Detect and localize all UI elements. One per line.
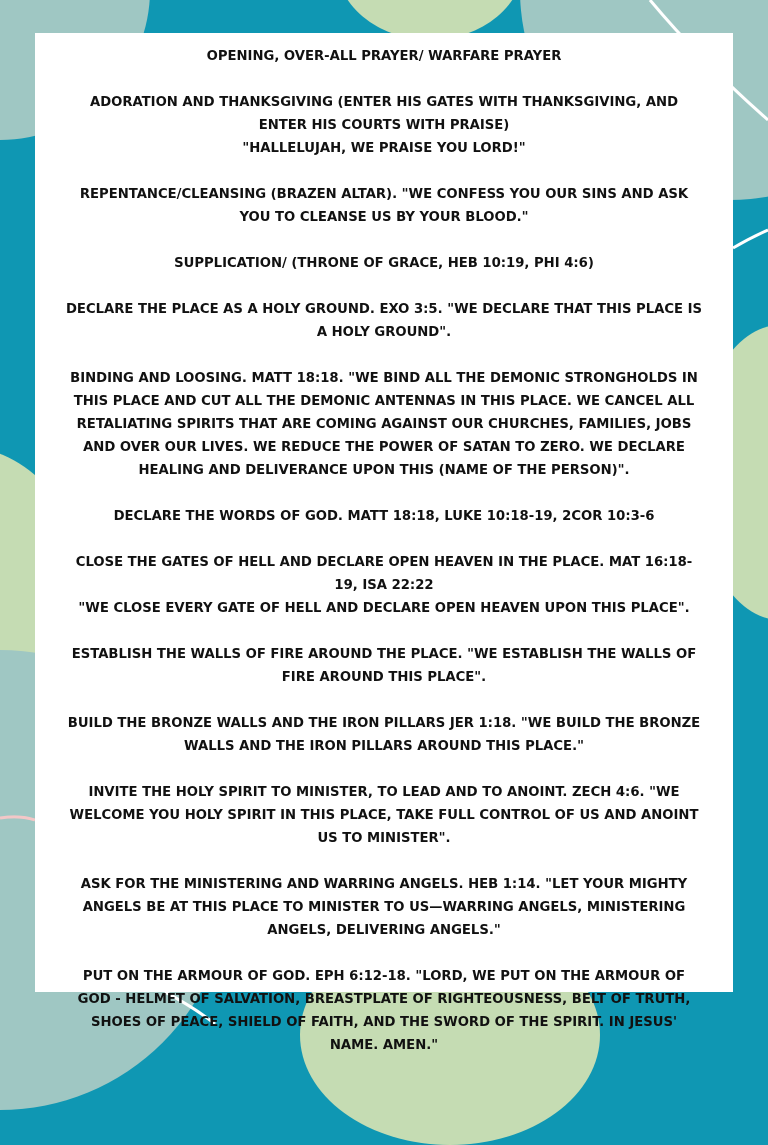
prayer-line: ESTABLISH THE WALLS OF FIRE AROUND THE PLACE. "WE ESTABLISH THE WALLS OF FIRE AROUND THIS PLACE". <box>71 647 697 685</box>
prayer-section <box>65 965 703 1057</box>
prayer-line: ADORATION AND THANKSGIVING (ENTER HIS GATES WITH THANKSGIVING, AND ENTER HIS COURTS WITH PRAISE) <box>89 95 679 133</box>
prayer-section <box>65 781 703 850</box>
prayer-section <box>65 873 703 942</box>
prayer-section <box>65 367 703 482</box>
prayer-line: ASK FOR THE MINISTERING AND WARRING ANGELS. HEB 1:14. "LET YOUR MIGHTY ANGELS BE AT THIS PLACE TO MINISTER TO US—WARRING ANGELS, MINISTERING ANGELS, DELIVERING ANGELS." <box>80 877 688 938</box>
prayer-section <box>65 45 703 68</box>
prayer-line: CLOSE THE GATES OF HELL AND DECLARE OPEN HEAVEN IN THE PLACE. MAT 16:18-19, ISA 22:22 <box>75 555 693 593</box>
prayer-line: DECLARE THE WORDS OF GOD. MATT 18:18, LUKE 10:18-19, 2COR 10:3-6 <box>113 509 655 524</box>
prayer-section <box>65 505 703 528</box>
prayer-line: SUPPLICATION/ (THRONE OF GRACE, HEB 10:19, PHI 4:6) <box>174 256 594 271</box>
prayer-line: "HALLELUJAH, WE PRAISE YOU LORD!" <box>242 141 526 156</box>
prayer-line: BUILD THE BRONZE WALLS AND THE IRON PILLARS JER 1:18. "WE BUILD THE BRONZE WALLS AND THE IRON PILLARS AROUND THIS PLACE." <box>67 716 701 754</box>
prayer-line: REPENTANCE/CLEANSING (BRAZEN ALTAR). "WE CONFESS YOU OUR SINS AND ASK YOU TO CLEANSE US BY YOUR BLOOD." <box>79 187 689 225</box>
prayer-section <box>65 712 703 758</box>
prayer-section <box>65 252 703 275</box>
prayer-line: BINDING AND LOOSING. MATT 18:18. "WE BIND ALL THE DEMONIC STRONGHOLDS IN THIS PLACE AND CUT ALL THE DEMONIC ANTENNAS IN THIS PLACE. WE CANCEL ALL RETALIATING SPIRITS THAT ARE COMING AGAINST OUR CHURCHES, FAMILIES, JOBS AND OVER OUR LIVES. WE REDUCE THE POWER OF SATAN TO ZERO. WE DECLARE HEALING AND DELIVERANCE UPON THIS (NAME OF THE PERSON)". <box>70 371 698 478</box>
prayer-section <box>65 183 703 229</box>
prayer-card <box>35 33 733 1053</box>
prayer-section <box>65 91 703 160</box>
prayer-line: DECLARE THE PLACE AS A HOLY GROUND. EXO 3:5. "WE DECLARE THAT THIS PLACE IS A HOLY GROUND". <box>65 302 703 340</box>
prayer-section <box>65 643 703 689</box>
prayer-line: "WE CLOSE EVERY GATE OF HELL AND DECLARE OPEN HEAVEN UPON THIS PLACE". <box>78 601 690 616</box>
prayer-line: INVITE THE HOLY SPIRIT TO MINISTER, TO LEAD AND TO ANOINT. ZECH 4:6. "WE WELCOME YOU HOLY SPIRIT IN THIS PLACE, TAKE FULL CONTROL OF US AND ANOINT US TO MINISTER". <box>69 785 699 846</box>
prayer-line: PUT ON THE ARMOUR OF GOD. EPH 6:12-18. "LORD, WE PUT ON THE ARMOUR OF GOD - HELMET OF SALVATION, BREASTPLATE OF RIGHTEOUSNESS, BELT OF TRUTH, SHOES OF PEACE, SHIELD OF FAITH, AND THE SWORD OF THE SPIRIT. IN JESUS' NAME. AMEN." <box>77 969 691 1053</box>
prayer-section <box>65 298 703 344</box>
prayer-section <box>65 551 703 620</box>
prayer-line: OPENING, OVER-ALL PRAYER/ WARFARE PRAYER <box>206 49 562 64</box>
